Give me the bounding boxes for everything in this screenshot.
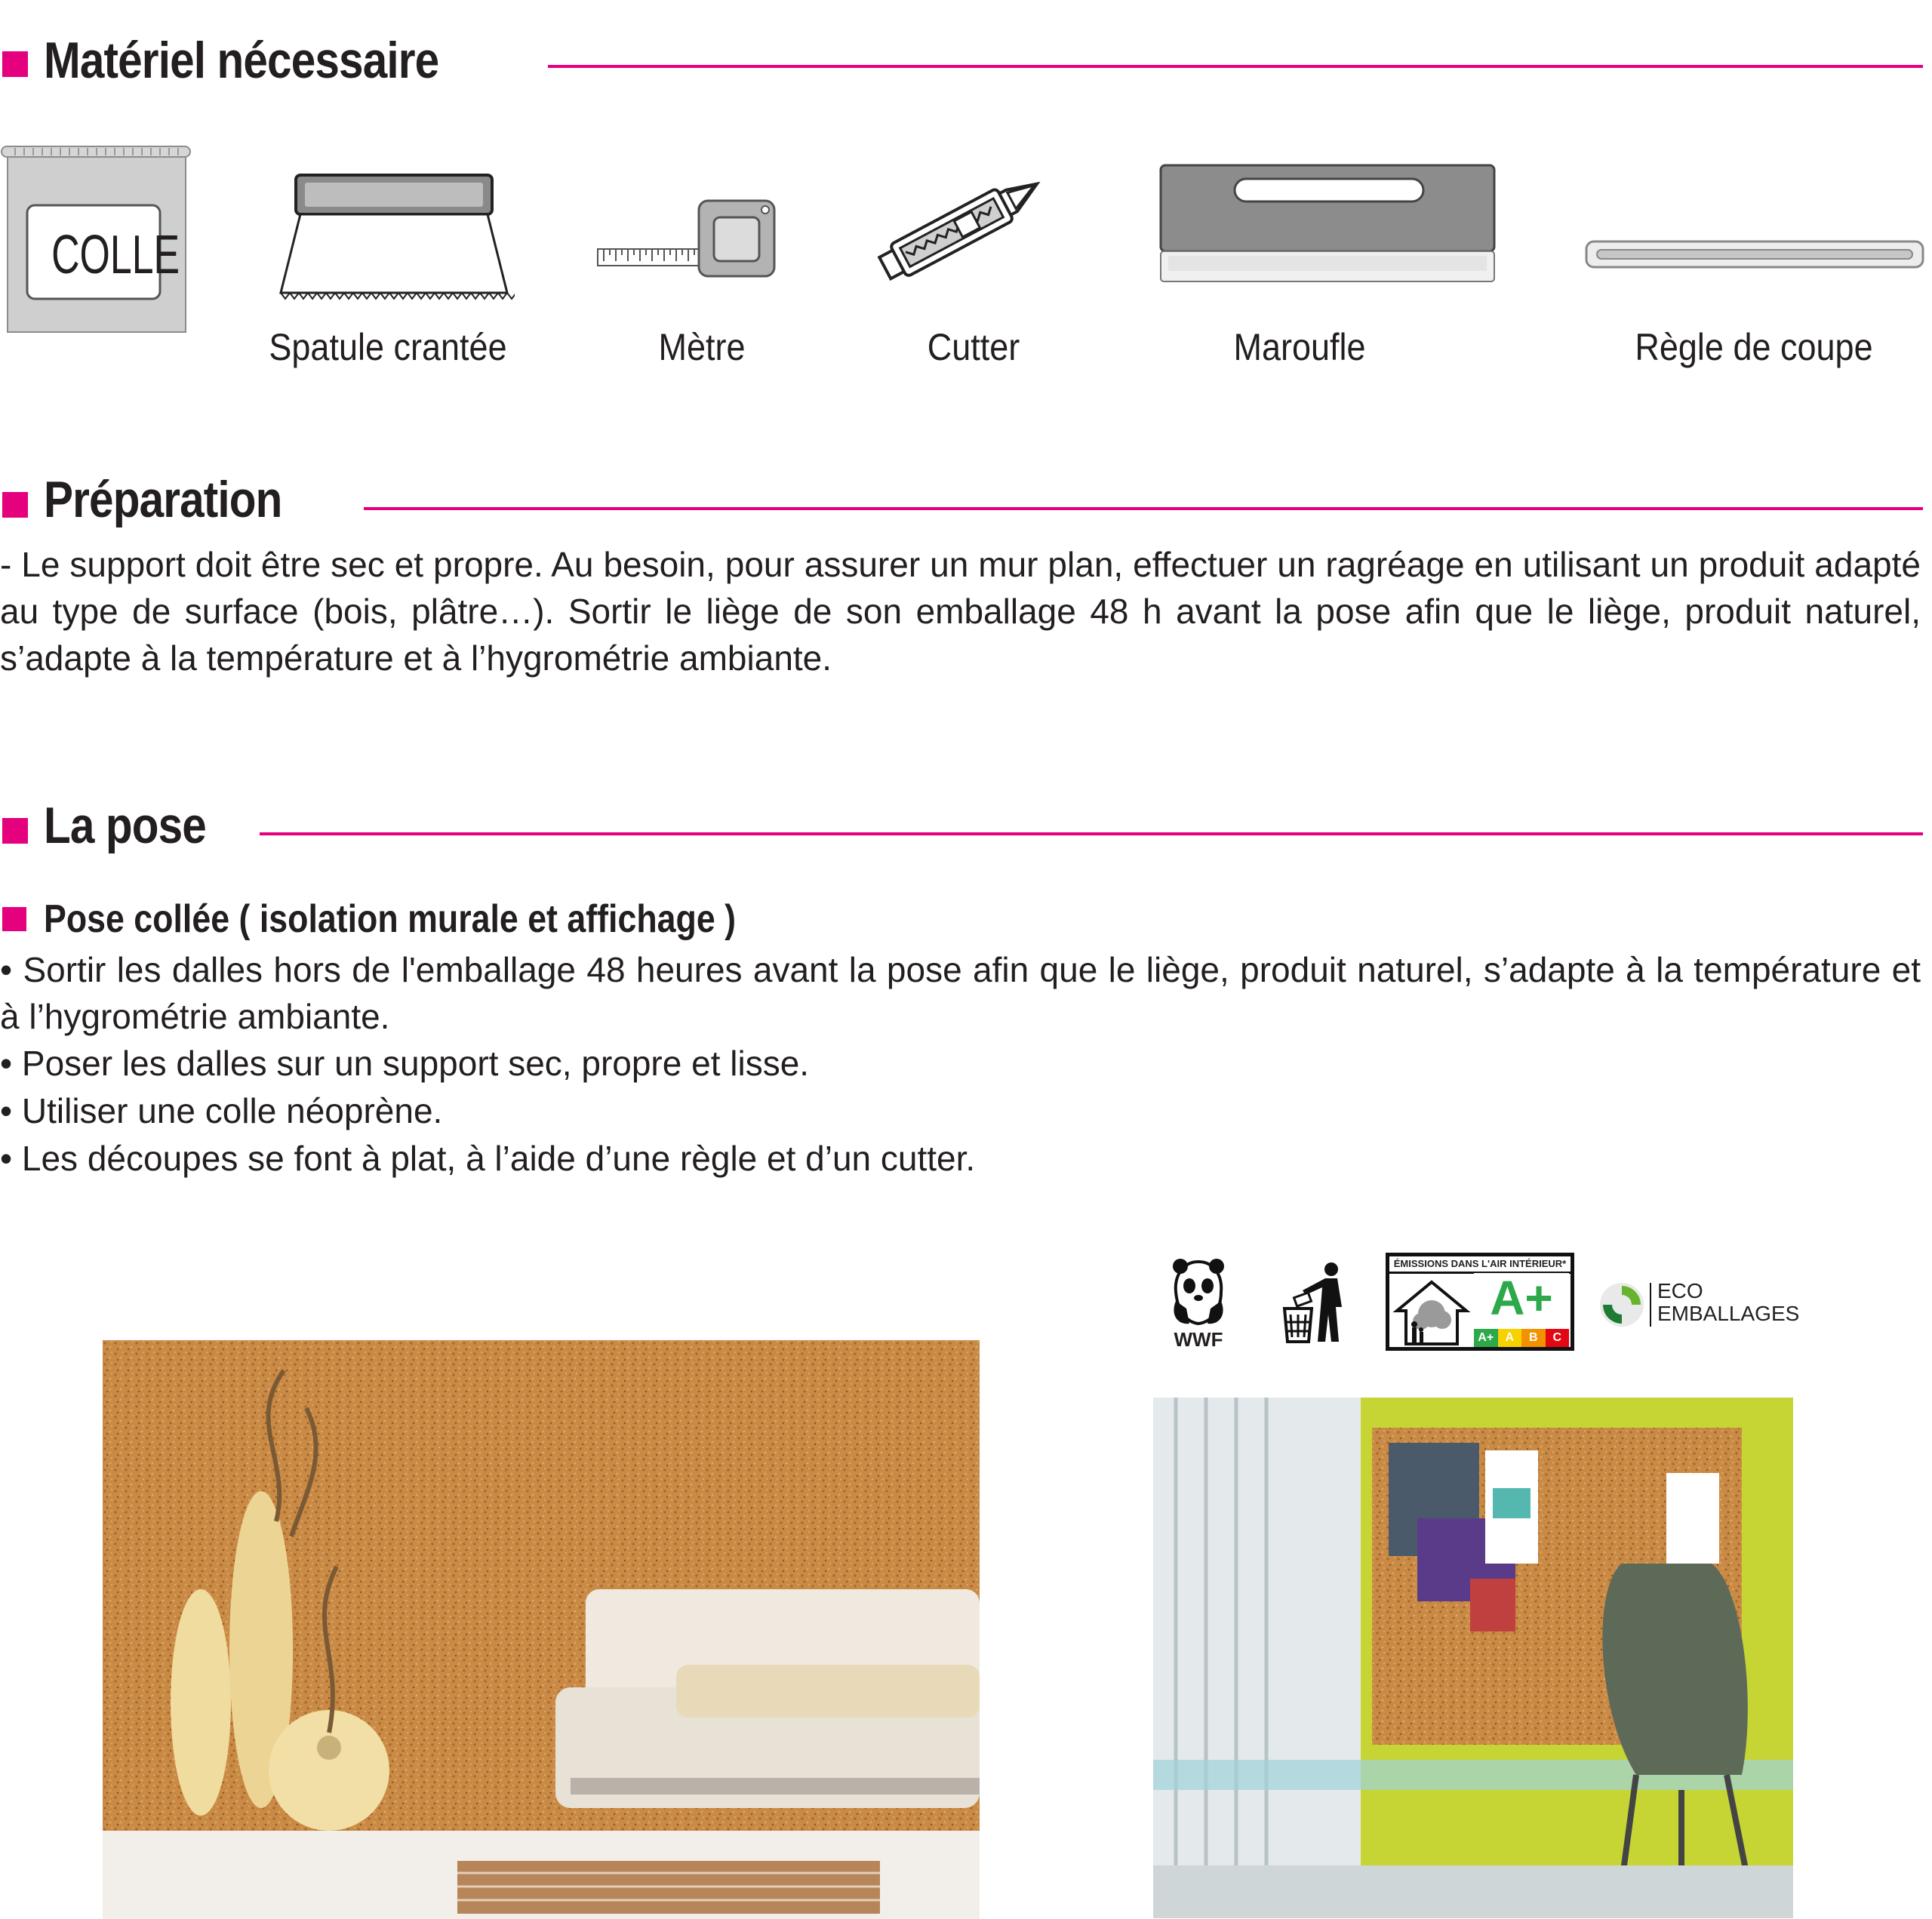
section-rule	[260, 832, 1923, 835]
cutting-ruler-icon	[1585, 240, 1924, 270]
house-icon	[1392, 1279, 1471, 1347]
section-rule	[364, 507, 1923, 510]
tool-label-ruler: Règle de coupe	[1635, 326, 1873, 368]
subsection-title: Pose collée ( isolation murale et affichage )	[44, 897, 737, 941]
emissions-scale	[1474, 1329, 1569, 1347]
pose-bullet-4: • Les découpes se font à plat, à l’aide d’une règle et d’un cutter.	[0, 1139, 976, 1178]
section-marker	[2, 51, 28, 77]
tool-label-cutter: Cutter	[927, 326, 1020, 368]
wwf-label: WWF	[1174, 1328, 1223, 1351]
tape-measure-icon	[596, 198, 785, 281]
section-rule	[548, 65, 1923, 68]
emissions-grade: A+	[1474, 1273, 1569, 1323]
subsection-marker	[2, 907, 26, 931]
tool-label-trowel: Spatule crantée	[269, 326, 507, 368]
section-marker	[2, 818, 28, 844]
eco-label: ECO	[1657, 1279, 1703, 1302]
cork-board-office-photo	[1153, 1398, 1793, 1918]
section-title-materiel: Matériel nécessaire	[44, 32, 439, 89]
smoothing-float-icon	[1158, 162, 1497, 287]
emissions-label	[1386, 1253, 1574, 1351]
emissions-header: ÉMISSIONS DANS L'AIR INTÉRIEUR*	[1389, 1256, 1571, 1274]
glue-label: COLLE	[51, 225, 180, 285]
emballages-label: EMBALLAGES	[1657, 1302, 1800, 1325]
pose-bullet-3: • Utiliser une colle néoprène.	[0, 1091, 443, 1130]
section-marker	[2, 492, 28, 518]
grade-b: B	[1521, 1329, 1546, 1347]
tidyman-bin-icon	[1283, 1262, 1351, 1345]
tool-label-tape-measure: Mètre	[658, 326, 746, 368]
cork-wall-living-room-photo	[103, 1340, 980, 1919]
tool-label-float: Maroufle	[1233, 326, 1366, 368]
grade-a: A	[1498, 1329, 1522, 1347]
notched-trowel-icon	[273, 172, 515, 304]
section-title-pose: La pose	[44, 797, 206, 854]
preparation-text: - Le support doit être sec et propre. Au besoin, pour assurer un mur plan, effectuer un ragréage en utilisant un produit adapté au type de surface (bois, plâtre…). Sortir le liège de son emballage 48 h avant la pose afin que le liège, produit naturel, s’adapte à la température et à l’hygrométrie ambiante.	[0, 545, 1921, 678]
section-title-preparation: Préparation	[44, 471, 282, 528]
grade-c: C	[1546, 1329, 1570, 1347]
pose-bullet-2: • Poser les dalles sur un support sec, propre et lisse.	[0, 1044, 810, 1083]
grade-a-plus: A+	[1474, 1329, 1498, 1347]
pose-bullet-1: • Sortir les dalles hors de l'emballage 48 heures avant la pose afin que le liège, produit naturel, s’adapte à la température et à l’hygrométrie ambiante.	[0, 950, 1921, 1036]
eco-emballages-divider	[1650, 1283, 1651, 1327]
green-dot-icon	[1598, 1281, 1645, 1328]
cutter-icon	[868, 166, 1072, 287]
